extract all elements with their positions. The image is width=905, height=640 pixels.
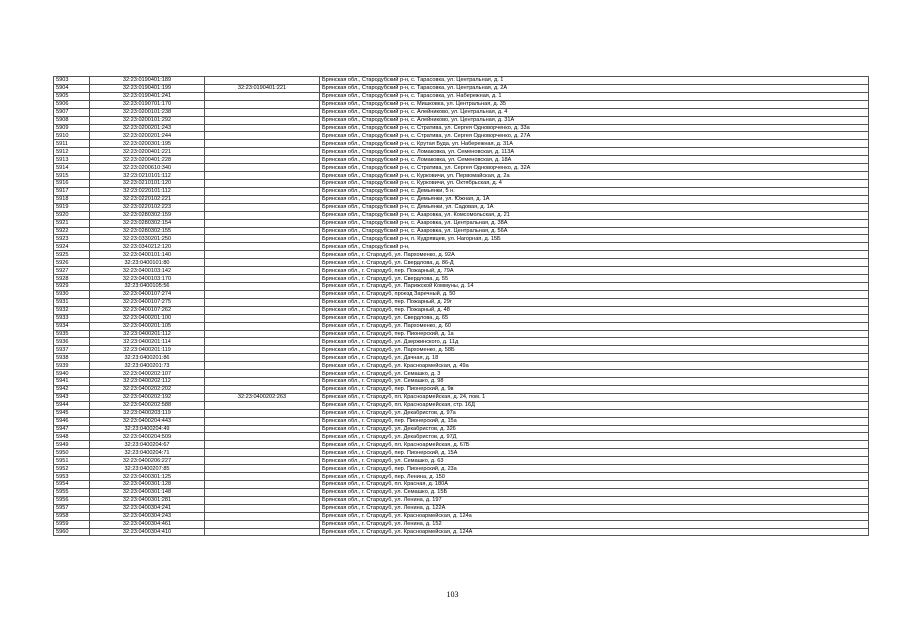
related-cadastral-number-cell [205, 417, 320, 425]
row-number-cell: 5926 [54, 259, 90, 267]
cadastral-number-cell: 32:23:0340212:120 [90, 243, 205, 251]
cadastral-number-cell: 32:23:0400206:227 [90, 457, 205, 465]
related-cadastral-number-cell [205, 92, 320, 100]
related-cadastral-number-cell [205, 370, 320, 378]
address-cell: Брянская обл., г. Стародуб, пер. Пожарный, д. 79А [320, 267, 869, 275]
table-row [54, 84, 869, 92]
related-cadastral-number-cell [205, 520, 320, 528]
related-cadastral-number-cell [205, 314, 320, 322]
row-number-cell: 5914 [54, 164, 90, 172]
row-number-cell: 5943 [54, 393, 90, 401]
address-cell: Брянская обл., Стародубский р-н, с. Мишковка, ул. Центральная, д. 35 [320, 100, 869, 108]
table-row [54, 401, 869, 409]
address-cell: Брянская обл., г. Стародуб, ул. Свердлова, д. 65 [320, 314, 869, 322]
cadastral-number-cell: 32:23:0400204:509 [90, 433, 205, 441]
address-cell: Брянская обл., г. Стародуб, ул. Семашко, д. 15Б [320, 488, 869, 496]
address-cell: Брянская обл., г. Стародуб, пер. Ленина, д. 150 [320, 473, 869, 481]
address-cell: Брянская обл., г. Стародуб, ул. Пархоменко, д. 60 [320, 322, 869, 330]
cadastral-number-cell: 32:23:0400304:241 [90, 504, 205, 512]
table-row [54, 132, 869, 140]
table-row [54, 370, 869, 378]
cadastral-number-cell: 32:23:0190701:170 [90, 100, 205, 108]
table-row [54, 211, 869, 219]
address-cell: Брянская обл., Стародубский р-н, с. Ломаковка, ул. Семеновская, д. 18А [320, 156, 869, 164]
related-cadastral-number-cell [205, 235, 320, 243]
cadastral-number-cell: 32:23:0400207:85 [90, 465, 205, 473]
row-number-cell: 5913 [54, 156, 90, 164]
related-cadastral-number-cell [205, 227, 320, 235]
related-cadastral-number-cell [205, 385, 320, 393]
table-row [54, 100, 869, 108]
row-number-cell: 5920 [54, 211, 90, 219]
address-cell: Брянская обл., Стародубский р-н, с. Азаровка, ул. Центральная, д. 38А [320, 219, 869, 227]
related-cadastral-number-cell [205, 409, 320, 417]
address-cell: Брянская обл., Стародубский р-н, с. Азаровка, ул. Центральная, д. 56А [320, 227, 869, 235]
address-cell: Брянская обл., Стародубский р-н, с. Стратива, ул. Сергея Одноворченко, д. 33а [320, 124, 869, 132]
related-cadastral-number-cell [205, 187, 320, 195]
related-cadastral-number-cell [205, 282, 320, 290]
address-cell: Брянская обл., Стародубский р-н, с. Стратива, ул. Сергея Одноворченко, д. 32А [320, 164, 869, 172]
related-cadastral-number-cell [205, 346, 320, 354]
cadastral-number-cell: 32:23:0400202:107 [90, 370, 205, 378]
table-row [54, 172, 869, 180]
table-row [54, 306, 869, 314]
address-cell: Брянская обл., Стародубский р-н, [320, 243, 869, 251]
row-number-cell: 5957 [54, 504, 90, 512]
related-cadastral-number-cell [205, 330, 320, 338]
row-number-cell: 5911 [54, 140, 90, 148]
related-cadastral-number-cell [205, 473, 320, 481]
table-row [54, 251, 869, 259]
row-number-cell: 5960 [54, 528, 90, 536]
address-cell: Брянская обл., г. Стародуб, ул. Пархоменко, д. 58Б [320, 346, 869, 354]
table-row [54, 290, 869, 298]
cadastral-number-cell: 32:23:0280302:159 [90, 211, 205, 219]
table-row [54, 496, 869, 504]
related-cadastral-number-cell: 32:23:0190401:221 [205, 84, 320, 92]
address-cell: Брянская обл., г. Стародуб, пл. Красноармейская, д. 67Б [320, 441, 869, 449]
table-row [54, 156, 869, 164]
address-cell: Брянская обл., Стародубский р-н, с. Алейниково, ул. Центральная, д. 4 [320, 108, 869, 116]
address-cell: Брянская обл., г. Стародуб, пер. Пожарный, д. 29г [320, 298, 869, 306]
row-number-cell: 5947 [54, 425, 90, 433]
related-cadastral-number-cell [205, 528, 320, 536]
row-number-cell: 5915 [54, 172, 90, 180]
address-cell: Брянская обл., г. Стародуб, ул. Семашко, д. 3 [320, 370, 869, 378]
cadastral-number-cell: 32:23:0190401:199 [90, 84, 205, 92]
cadastral-number-cell: 32:23:0190401:241 [90, 92, 205, 100]
cadastral-number-cell: 32:23:0400201:114 [90, 338, 205, 346]
related-cadastral-number-cell [205, 433, 320, 441]
table-row [54, 473, 869, 481]
related-cadastral-number-cell [205, 401, 320, 409]
row-number-cell: 5921 [54, 219, 90, 227]
cadastral-number-cell: 32:23:0400204:71 [90, 449, 205, 457]
row-number-cell: 5956 [54, 496, 90, 504]
row-number-cell: 5925 [54, 251, 90, 259]
related-cadastral-number-cell [205, 116, 320, 124]
address-cell: Брянская обл., г. Стародуб, ул. Парижской Коммуны, д. 14 [320, 282, 869, 290]
table-row [54, 393, 869, 401]
address-cell: Брянская обл., Стародубский р-н, п. Кудрявцев, ул. Нагорная, д. 15Б [320, 235, 869, 243]
related-cadastral-number-cell [205, 449, 320, 457]
table-row [54, 338, 869, 346]
cadastral-number-cell: 32:23:0200610:340 [90, 164, 205, 172]
table-row [54, 116, 869, 124]
address-cell: Брянская обл., Стародубский р-н, с. Тарасовка, ул. Набережная, д. 1 [320, 92, 869, 100]
cadastral-number-cell: 32:23:0400204:443 [90, 417, 205, 425]
address-cell: Брянская обл., г. Стародуб, пер. Пожарный, д. 48 [320, 306, 869, 314]
related-cadastral-number-cell [205, 179, 320, 187]
row-number-cell: 5949 [54, 441, 90, 449]
address-cell: Брянская обл., г. Стародуб, ул. Ленина, д. 122А [320, 504, 869, 512]
row-number-cell: 5951 [54, 457, 90, 465]
related-cadastral-number-cell [205, 290, 320, 298]
cadastral-number-cell: 32:23:0200301:195 [90, 140, 205, 148]
related-cadastral-number-cell [205, 100, 320, 108]
row-number-cell: 5944 [54, 401, 90, 409]
related-cadastral-number-cell [205, 211, 320, 219]
related-cadastral-number-cell [205, 504, 320, 512]
related-cadastral-number-cell [205, 378, 320, 386]
row-number-cell: 5918 [54, 195, 90, 203]
related-cadastral-number-cell [205, 512, 320, 520]
cadastral-number-cell: 32:23:0330201:250 [90, 235, 205, 243]
table-row [54, 457, 869, 465]
address-cell: Брянская обл., г. Стародуб, ул. Ленина, д. 197 [320, 496, 869, 504]
related-cadastral-number-cell [205, 77, 320, 85]
table-row [54, 504, 869, 512]
cadastral-number-cell: 32:23:0220102:221 [90, 195, 205, 203]
address-cell: Брянская обл., г. Стародуб, ул. Декабристов, д. 97Д [320, 433, 869, 441]
address-cell: Брянская обл., г. Стародуб, пл. Красноармейская, стр. 16Д [320, 401, 869, 409]
address-cell: Брянская обл., г. Стародуб, пер. Пионерский, д. 23а [320, 465, 869, 473]
cadastral-number-cell: 32:23:0400105:56 [90, 282, 205, 290]
table-row [54, 362, 869, 370]
row-number-cell: 5905 [54, 92, 90, 100]
cadastral-number-cell: 32:23:0400204:67 [90, 441, 205, 449]
cadastral-number-cell: 32:23:0400107:275 [90, 298, 205, 306]
related-cadastral-number-cell [205, 496, 320, 504]
related-cadastral-number-cell [205, 203, 320, 211]
table-row [54, 417, 869, 425]
related-cadastral-number-cell [205, 195, 320, 203]
cadastral-number-cell: 32:23:0400103:170 [90, 275, 205, 283]
address-cell: Брянская обл., г. Стародуб, ул. Свердлова, д. 86-Д [320, 259, 869, 267]
row-number-cell: 5928 [54, 275, 90, 283]
address-cell: Брянская обл., г. Стародуб, ул. Дзержинского, д. 11д [320, 338, 869, 346]
row-number-cell: 5927 [54, 267, 90, 275]
cadastral-number-cell: 32:23:0200401:221 [90, 148, 205, 156]
related-cadastral-number-cell [205, 132, 320, 140]
table-row [54, 140, 869, 148]
row-number-cell: 5924 [54, 243, 90, 251]
cadastral-number-cell: 32:23:0400103:142 [90, 267, 205, 275]
cadastral-number-cell: 32:23:0400107:262 [90, 306, 205, 314]
table-row [54, 298, 869, 306]
table-row [54, 219, 869, 227]
cadastral-number-cell: 32:23:0210101:112 [90, 172, 205, 180]
address-cell: Брянская обл., Стародубский р-н, с. Курковичи, ул. Первомайская, д. 2а [320, 172, 869, 180]
row-number-cell: 5922 [54, 227, 90, 235]
cadastral-number-cell: 32:23:0400202:588 [90, 401, 205, 409]
row-number-cell: 5958 [54, 512, 90, 520]
row-number-cell: 5952 [54, 465, 90, 473]
address-cell: Брянская обл., г. Стародуб, пл. Красноармейская, д. 24, пом. 1 [320, 393, 869, 401]
table-row [54, 92, 869, 100]
table-row [54, 235, 869, 243]
table-row [54, 322, 869, 330]
row-number-cell: 5907 [54, 108, 90, 116]
registry-table [53, 76, 869, 536]
row-number-cell: 5942 [54, 385, 90, 393]
address-cell: Брянская обл., г. Стародуб, ул. Ленина, д. 152 [320, 520, 869, 528]
address-cell: Брянская обл., г. Стародуб, ул. Красноармейская, д. 124а [320, 512, 869, 520]
address-cell: Брянская обл., г. Стародуб, ул. Красноармейская, д. 49а [320, 362, 869, 370]
address-cell: Брянская обл., Стародубский р-н, с. Демьянки, ул. Южная, д. 1А [320, 195, 869, 203]
related-cadastral-number-cell [205, 267, 320, 275]
related-cadastral-number-cell [205, 306, 320, 314]
related-cadastral-number-cell [205, 172, 320, 180]
table-row [54, 441, 869, 449]
table-row [54, 512, 869, 520]
cadastral-number-cell: 32:23:0220102:223 [90, 203, 205, 211]
table-row [54, 282, 869, 290]
address-cell: Брянская обл., Стародубский р-н, с. Азаровка, ул. Комсомольская, д. 21 [320, 211, 869, 219]
address-cell: Брянская обл., г. Стародуб, пер. Пионерский, д. 1а [320, 330, 869, 338]
address-cell: Брянская обл., г. Стародуб, пер. Пионерский, д. 15а [320, 417, 869, 425]
cadastral-number-cell: 32:23:0400301:128 [90, 481, 205, 489]
cadastral-number-cell: 32:23:0190401:189 [90, 77, 205, 85]
row-number-cell: 5950 [54, 449, 90, 457]
address-cell: Брянская обл., г. Стародуб, ул. Декабристов, д. 326 [320, 425, 869, 433]
related-cadastral-number-cell [205, 164, 320, 172]
related-cadastral-number-cell [205, 425, 320, 433]
related-cadastral-number-cell [205, 362, 320, 370]
row-number-cell: 5916 [54, 179, 90, 187]
related-cadastral-number-cell [205, 457, 320, 465]
row-number-cell: 5939 [54, 362, 90, 370]
cadastral-number-cell: 32:23:0400202:202 [90, 385, 205, 393]
related-cadastral-number-cell [205, 488, 320, 496]
related-cadastral-number-cell [205, 219, 320, 227]
row-number-cell: 5917 [54, 187, 90, 195]
address-cell: Брянская обл., г. Стародуб, ул. Красноармейская, д. 124А [320, 528, 869, 536]
row-number-cell: 5936 [54, 338, 90, 346]
cadastral-number-cell: 32:23:0400202:192 [90, 393, 205, 401]
row-number-cell: 5954 [54, 481, 90, 489]
table-row [54, 243, 869, 251]
table-row [54, 346, 869, 354]
address-cell: Брянская обл., Стародубский р-н, с. Ломаковка, ул. Семеновская, д. 113А [320, 148, 869, 156]
address-cell: Брянская обл., г. Стародуб, ул. Свердлова, д. 55 [320, 275, 869, 283]
row-number-cell: 5906 [54, 100, 90, 108]
row-number-cell: 5929 [54, 282, 90, 290]
row-number-cell: 5923 [54, 235, 90, 243]
table-row [54, 203, 869, 211]
address-cell: Брянская обл., г. Стародуб, пер. Пионерский, д. 9в [320, 385, 869, 393]
related-cadastral-number-cell [205, 298, 320, 306]
row-number-cell: 5938 [54, 354, 90, 362]
cadastral-number-cell: 32:23:0400202:112 [90, 378, 205, 386]
cadastral-number-cell: 32:23:0200201:243 [90, 124, 205, 132]
cadastral-number-cell: 32:23:0400301:281 [90, 496, 205, 504]
cadastral-number-cell: 32:23:0400101:80 [90, 259, 205, 267]
row-number-cell: 5912 [54, 148, 90, 156]
page-number: 103 [446, 590, 459, 599]
table-row [54, 528, 869, 536]
address-cell: Брянская обл., г. Стародуб, ул. Семашко, д. 63 [320, 457, 869, 465]
row-number-cell: 5904 [54, 84, 90, 92]
table-row [54, 354, 869, 362]
related-cadastral-number-cell [205, 465, 320, 473]
table-row [54, 164, 869, 172]
address-cell: Брянская обл., Стародубский р-н, с. Курковичи, ул. Октябрьская, д. 4 [320, 179, 869, 187]
cadastral-number-cell: 32:23:0400304:461 [90, 520, 205, 528]
cadastral-number-cell: 32:23:0400304:243 [90, 512, 205, 520]
row-number-cell: 5910 [54, 132, 90, 140]
table-row [54, 409, 869, 417]
table-row [54, 259, 869, 267]
row-number-cell: 5953 [54, 473, 90, 481]
address-cell: Брянская обл., Стародубский р-н, с. Демьянки, 5 н. [320, 187, 869, 195]
cadastral-number-cell: 32:23:0200101:238 [90, 108, 205, 116]
cadastral-number-cell: 32:23:0280302:155 [90, 227, 205, 235]
cadastral-number-cell: 32:23:0400107:274 [90, 290, 205, 298]
related-cadastral-number-cell [205, 251, 320, 259]
related-cadastral-number-cell [205, 124, 320, 132]
table-row [54, 425, 869, 433]
cadastral-number-cell: 32:23:0280302:154 [90, 219, 205, 227]
address-cell: Брянская обл., г. Стародуб, пл. Красная, д. 180А [320, 481, 869, 489]
row-number-cell: 5955 [54, 488, 90, 496]
table-row [54, 108, 869, 116]
cadastral-number-cell: 32:23:0400201:73 [90, 362, 205, 370]
cadastral-number-cell: 32:23:0400201:86 [90, 354, 205, 362]
table-row [54, 195, 869, 203]
address-cell: Брянская обл., г. Стародуб, ул. Декабристов, д. 97а [320, 409, 869, 417]
address-cell: Брянская обл., г. Стародуб, пер. Пионерский, д. 15А [320, 449, 869, 457]
cadastral-number-cell: 32:23:0400201:100 [90, 314, 205, 322]
row-number-cell: 5941 [54, 378, 90, 386]
address-cell: Брянская обл., Стародубский р-н, с. Стратива, ул. Сергея Одноворченко, д. 27А [320, 132, 869, 140]
table-row [54, 433, 869, 441]
table-row [54, 124, 869, 132]
cadastral-number-cell: 32:23:0200401:228 [90, 156, 205, 164]
cadastral-number-cell: 32:23:0400201:112 [90, 330, 205, 338]
related-cadastral-number-cell [205, 354, 320, 362]
table-row [54, 520, 869, 528]
cadastral-number-cell: 32:23:0400201:105 [90, 322, 205, 330]
cadastral-number-cell: 32:23:0400301:125 [90, 473, 205, 481]
row-number-cell: 5903 [54, 77, 90, 85]
address-cell: Брянская обл., Стародубский р-н, с. Алейниково, ул. Центральная, д. 31А [320, 116, 869, 124]
related-cadastral-number-cell [205, 140, 320, 148]
address-cell: Брянская обл., г. Стародуб, ул. Семашко, д. 98 [320, 378, 869, 386]
row-number-cell: 5935 [54, 330, 90, 338]
related-cadastral-number-cell [205, 259, 320, 267]
related-cadastral-number-cell [205, 148, 320, 156]
row-number-cell: 5934 [54, 322, 90, 330]
row-number-cell: 5940 [54, 370, 90, 378]
table-row [54, 77, 869, 85]
related-cadastral-number-cell: 32:23:0400202:263 [205, 393, 320, 401]
cadastral-number-cell: 32:23:0400201:119 [90, 346, 205, 354]
row-number-cell: 5945 [54, 409, 90, 417]
related-cadastral-number-cell [205, 322, 320, 330]
table-row [54, 179, 869, 187]
table-row [54, 275, 869, 283]
address-cell: Брянская обл., Стародубский р-н, с. Тарасовка, ул. Центральная, д. 1 [320, 77, 869, 85]
related-cadastral-number-cell [205, 108, 320, 116]
table-row [54, 385, 869, 393]
related-cadastral-number-cell [205, 338, 320, 346]
row-number-cell: 5948 [54, 433, 90, 441]
row-number-cell: 5946 [54, 417, 90, 425]
address-cell: Брянская обл., Стародубский р-н, с. Тарасовка, ул. Центральная, д. 2А [320, 84, 869, 92]
related-cadastral-number-cell [205, 481, 320, 489]
row-number-cell: 5908 [54, 116, 90, 124]
cadastral-number-cell: 32:23:0200101:292 [90, 116, 205, 124]
table-row [54, 187, 869, 195]
cadastral-number-cell: 32:23:0200201:244 [90, 132, 205, 140]
row-number-cell: 5909 [54, 124, 90, 132]
table-row [54, 148, 869, 156]
row-number-cell: 5937 [54, 346, 90, 354]
table-row [54, 449, 869, 457]
table-row [54, 314, 869, 322]
cadastral-number-cell: 32:23:0210101:120 [90, 179, 205, 187]
cadastral-number-cell: 32:23:0400304:410 [90, 528, 205, 536]
related-cadastral-number-cell [205, 156, 320, 164]
related-cadastral-number-cell [205, 243, 320, 251]
table-row [54, 378, 869, 386]
row-number-cell: 5930 [54, 290, 90, 298]
row-number-cell: 5959 [54, 520, 90, 528]
address-cell: Брянская обл., г. Стародуб, проезд Заречный, д. 50 [320, 290, 869, 298]
row-number-cell: 5932 [54, 306, 90, 314]
address-cell: Брянская обл., г. Стародуб, ул. Дачная, д. 18 [320, 354, 869, 362]
cadastral-number-cell: 32:23:0400101:140 [90, 251, 205, 259]
cadastral-number-cell: 32:23:0220101:112 [90, 187, 205, 195]
cadastral-number-cell: 32:23:0400204:49 [90, 425, 205, 433]
related-cadastral-number-cell [205, 441, 320, 449]
address-cell: Брянская обл., Стародубский р-н, с. Крутая Буда, ул. Набережная, д. 31А [320, 140, 869, 148]
address-cell: Брянская обл., Стародубский р-н, с. Демьянки, ул. Садовая, д. 1А [320, 203, 869, 211]
table-row [54, 465, 869, 473]
table-row [54, 488, 869, 496]
table-row [54, 481, 869, 489]
cadastral-number-cell: 32:23:0400203:119 [90, 409, 205, 417]
table-row [54, 267, 869, 275]
address-cell: Брянская обл., г. Стародуб, ул. Пархоменко, д. 92А [320, 251, 869, 259]
row-number-cell: 5931 [54, 298, 90, 306]
row-number-cell: 5919 [54, 203, 90, 211]
related-cadastral-number-cell [205, 275, 320, 283]
table-row [54, 227, 869, 235]
cadastral-number-cell: 32:23:0400301:148 [90, 488, 205, 496]
registry-table-body [54, 77, 869, 536]
table-row [54, 330, 869, 338]
row-number-cell: 5933 [54, 314, 90, 322]
